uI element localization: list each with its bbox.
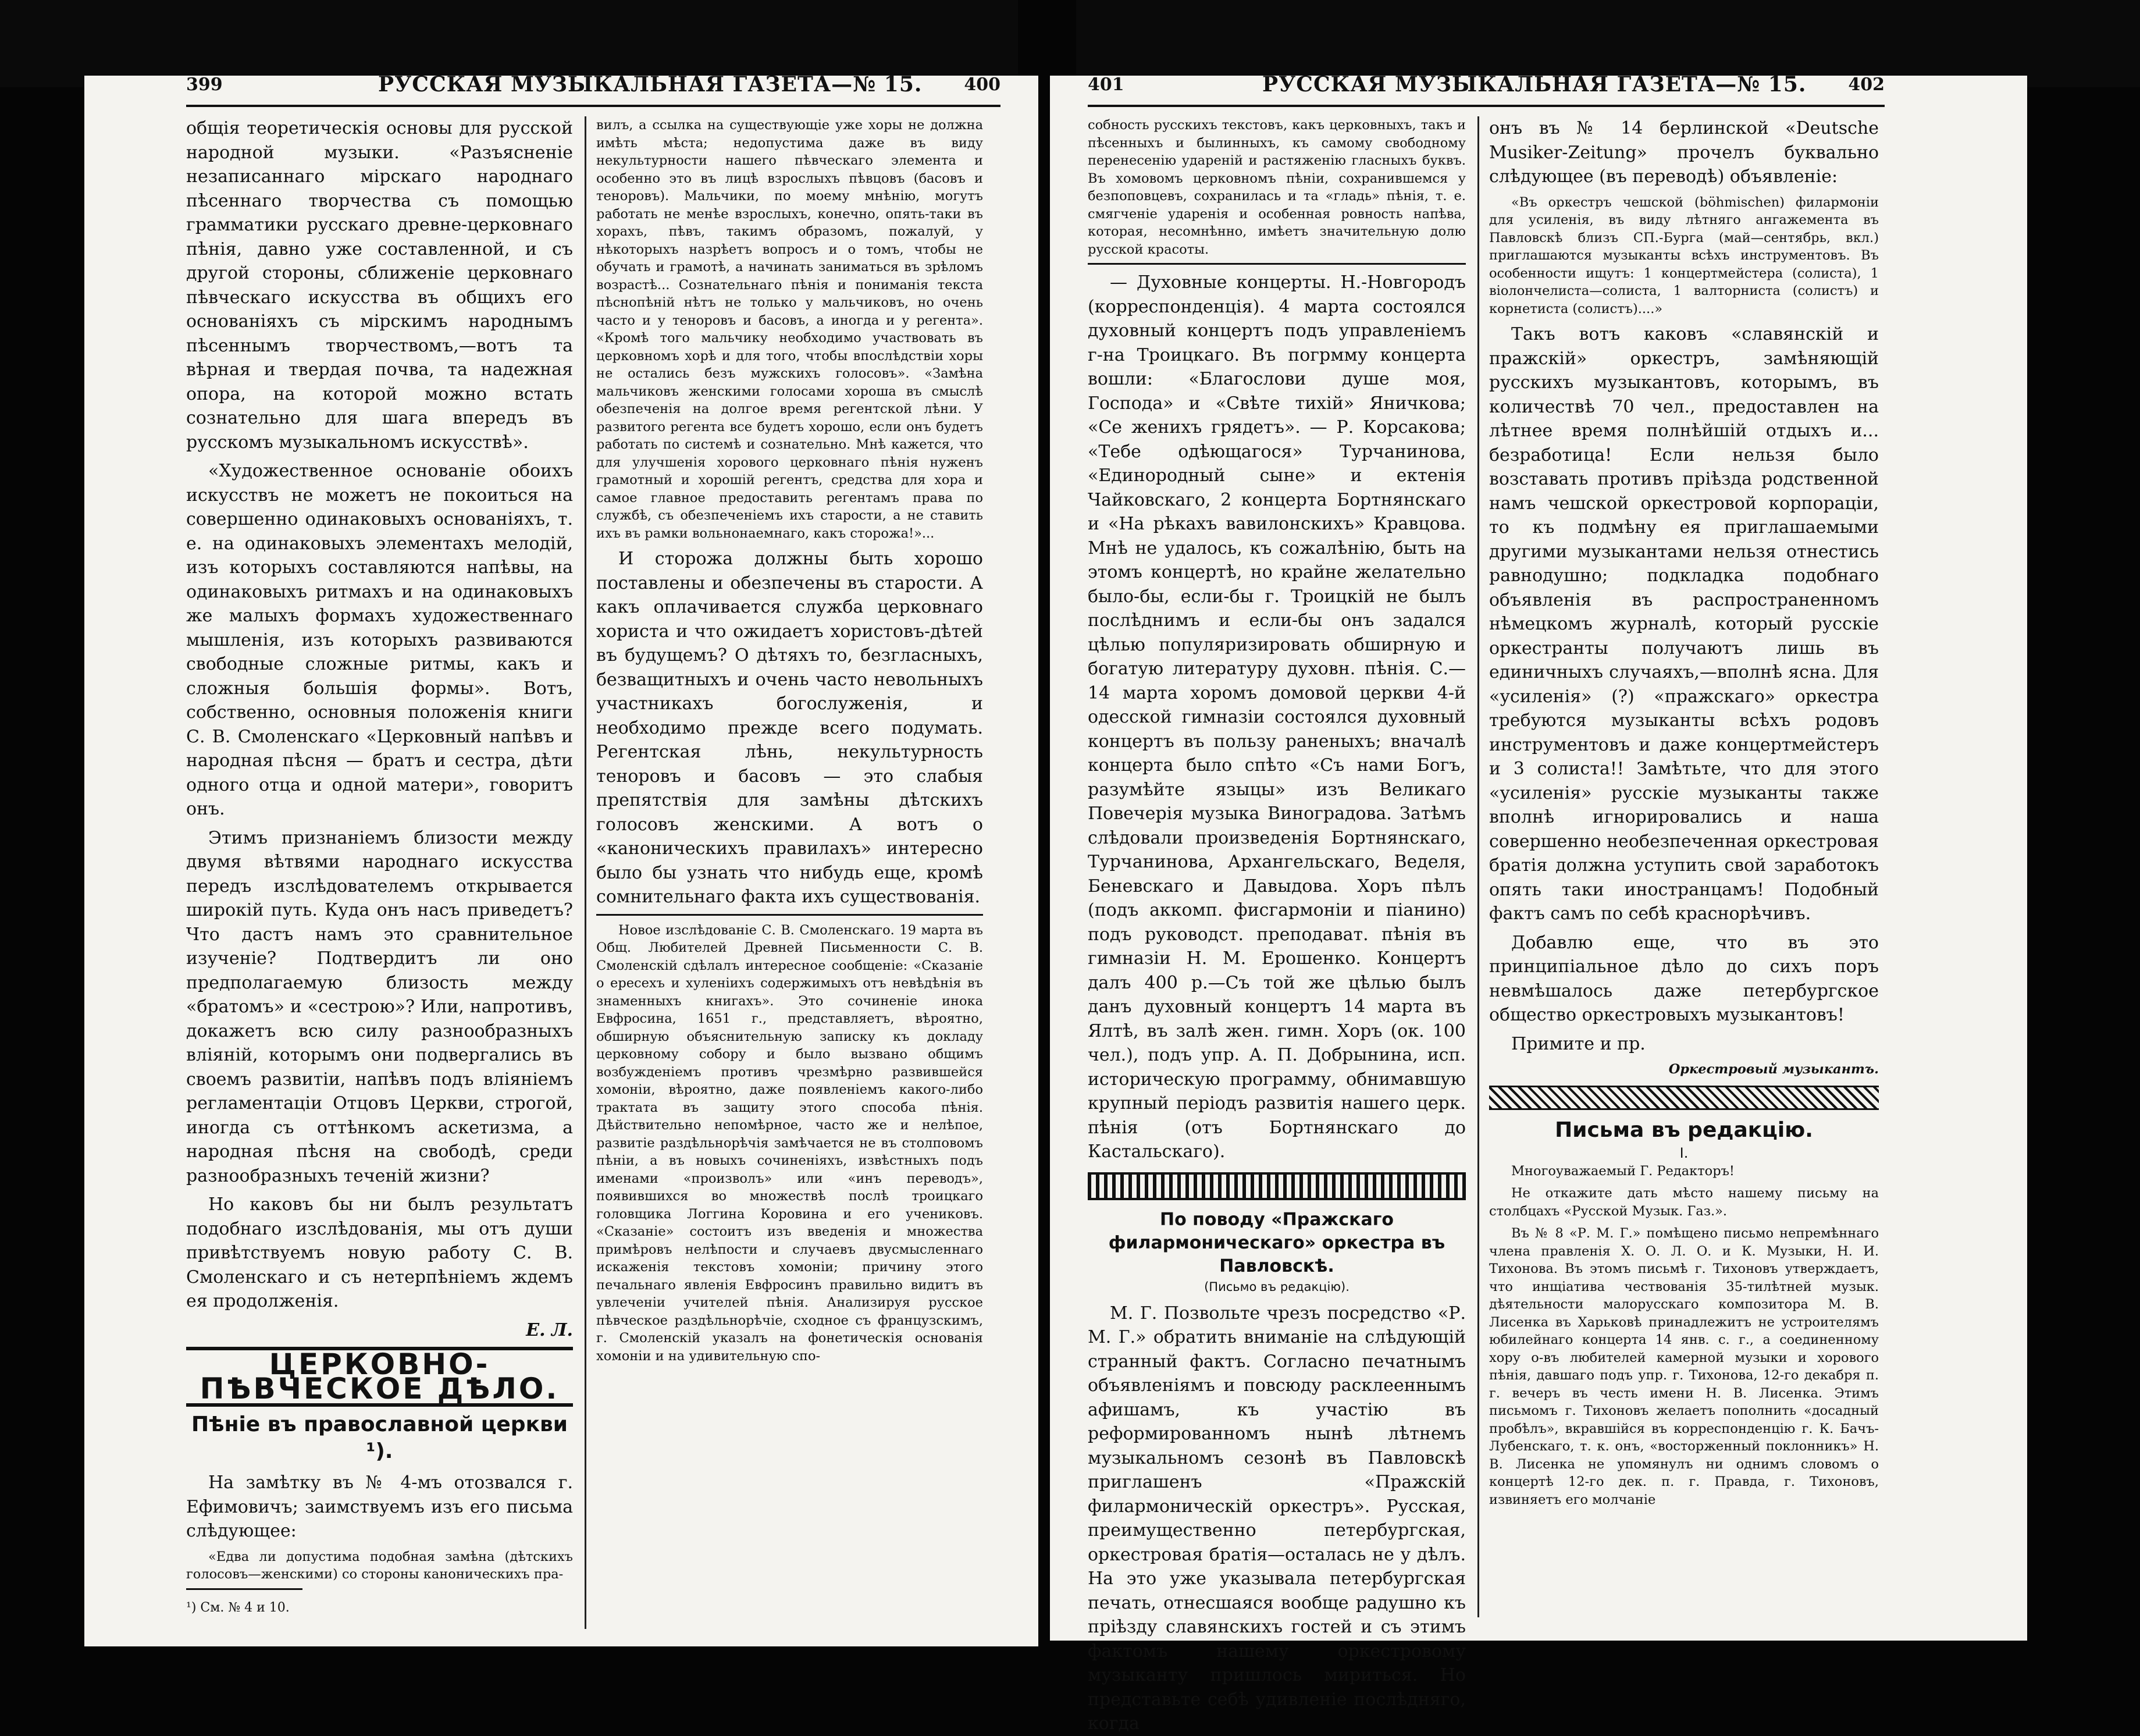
ornament-border xyxy=(1088,1172,1466,1200)
running-title: РУССКАЯ МУЗЫКАЛЬНАЯ ГАЗЕТА—№ 15. xyxy=(1262,72,1807,97)
left-page-header xyxy=(186,70,1000,107)
quote: «Едва ли допустима подобная замѣна (дѣтскихъ голосовъ—женскими) со стороны каноническихъ пра- xyxy=(186,1549,573,1582)
column-3 xyxy=(1088,116,1466,1734)
paragraph: Добавлю еще, что въ это принципіальное дѣло до сихъ поръ невмѣшалось даже петербургское общество оркестровыхъ музыкантовъ! xyxy=(1489,932,1879,1025)
signature: Е. Л. xyxy=(526,1319,573,1340)
paragraph: Не откажите дать мѣсто нашему письму на столбцахъ «Русской Музык. Газ.». xyxy=(1489,1186,1879,1219)
paragraph: И сторожа должны быть хорошо поставлены и обезпечены въ старости. А какъ оплачивается служба церковнаго хориста и что ожидаетъ хористовъ-дѣтей въ будущемъ? О дѣтяхъ то, безгласныхъ, безващитныхъ и очень часто невольныхъ участникахъ богослуженія, и необходимо прежде всего подумать. Регентская лѣнь, некультурность теноровъ и басовъ — это слабыя препятствія для замѣны дѣтскихъ голосовъ женскими. А вотъ о «каноническихъ правилахъ» интересно было бы узнать что нибудь еще, кромѣ сомнительнаго факта ихъ существованія. xyxy=(596,549,983,907)
quote: вилъ, а ссылка на существующіе уже хоры не должна имѣть мѣста; недопустима даже въ виду некультурности нашего пѣвческаго элемента и особенно это въ лицѣ взрослыхъ пѣвцовъ (басовъ и теноровъ). Мальчики, по моему мнѣнію, могутъ работать не менѣе взрослыхъ, конечно, опять-таки въ хорахъ, пѣвъ, такимъ образомъ, пожалуй, у нѣкоторыхъ назрѣетъ вопросъ и о томъ, чтобы не обучать и грамотѣ, а начинать заниматься въ зрѣломъ возрастѣ... Сознательнаго пѣнія и пониманія текста пѣснопѣній нѣтъ не только у мальчиковъ, но очень часто и у теноровъ и басовъ, а иногда и у регента». «Кромѣ того мальчику необходимо участвовать въ церковномъ хорѣ и для того, чтобы впослѣдствіи хоры не остались безъ мужскихъ голосовъ». «Замѣна мальчиковъ женскими голосами хороша въ смыслѣ обезпеченія на долгое время регентской лѣни. У развитого регента все будетъ хорошо, если онъ будетъ работать по системѣ и сознательно. Мнѣ кажется, что для улучшенія хорового церковнаго пѣнія нуженъ грамотный и хорошій регентъ, средства для хора и самое главное предоставить регентамъ права по службѣ, съ обезпеченіемъ ихъ старости, а не ставить ихъ въ рамки вольнонаемнаго, какъ сторожа!»... xyxy=(596,118,983,541)
paragraph: общія теоретическія основы для русской народной музыки. «Разъясненіе незаписаннаго мірскаго народнаго пѣсеннаго творчества съ помощью грамматики русскаго древне-церковнаго пѣнія, давно уже составленной, и съ другой стороны, сближеніе церковнаго пѣвческаго искусства въ общихъ его основаніяхъ съ мірскимъ народнымъ пѣсеннымъ творчествомъ,—вотъ та вѣрная и твердая почва, та надежная опора, на которой можно встать сознательно для шага впередъ въ русскомъ музыкальномъ искусствѣ». xyxy=(186,118,573,453)
paragraph: Но каковъ бы ни былъ результатъ подобнаго изслѣдованія, мы отъ души привѣтствуемъ новую работу С. В. Смоленскаго и съ нетерпѣніемъ ждемъ ея продолженія. xyxy=(186,1194,573,1311)
paragraph: Многоуважаемый Г. Редакторъ! xyxy=(1511,1163,1735,1179)
page-number: 400 xyxy=(964,74,1000,95)
page-number: 402 xyxy=(1848,74,1885,95)
column-rule xyxy=(585,116,586,1629)
divider xyxy=(596,914,983,916)
paragraph: На замѣтку въ № 4-мъ отозвался г. Ефимовичъ; заимствуемъ изъ его письма слѣдующее: xyxy=(186,1472,573,1541)
quote: «Въ оркестръ чешской (böhmischen) филармоніи для усиленія, въ виду лѣтняго ангажемента въ Павловскѣ близъ СП.-Бурга (май—сентябрь, вкл.) приглашаются музыканты всѣхъ инструментовъ. Въ особенности ищутъ: 1 концертмейстера (солиста), 1 віолончелиста—солиста, 1 валторниста (солистъ) и корнетиста (солистъ)....» xyxy=(1489,194,1879,316)
roman-numeral: I. xyxy=(1679,1144,1689,1161)
footnote: ¹) См. № 4 и 10. xyxy=(186,1600,290,1615)
section-banner: ЦЕРКОВНО-ПѢВЧЕСКОЕ ДѢЛО. xyxy=(186,1347,573,1407)
paragraph: Этимъ признаніемъ близости между двумя вѣтвями народнаго искусства передъ изслѣдователемъ открывается широкій путь. Куда онъ насъ приведетъ? Что дастъ намъ это сравнительное изученіе? Подтвердитъ ли оно предполагаемую близость между «братомъ» и «сестрою»? Или, напротивъ, докажетъ всю силу разнообразныхъ вліяній, которымъ они подвергались въ своемъ развитіи, напѣвъ подъ вліяніемъ регламентаціи Отцовъ Церкви, строгой, иногда съ оттѣнкомъ аскетизма, а народная пѣсня на свободѣ, среди разнообразныхъ теченій жизни? xyxy=(186,827,573,1186)
paragraph: собность русскихъ текстовъ, какъ церковныхъ, такъ и пѣсенныхъ и былинныхъ, къ самому свободному перенесенію удареній и растяженію гласныхъ буквъ. Въ хомовомъ церковномъ пѣніи, сохранившемся у безпоповцевъ, сохранилась и та «гладь» пѣнія, т. е. смягченіе ударенія и особенная ровность напѣва, которая, несомнѣнно, имѣетъ значительную долю русской красоты. xyxy=(1088,118,1466,257)
footnote-rule xyxy=(186,1588,302,1590)
column-1 xyxy=(186,116,573,1646)
article-subtitle: (Письмо въ редакцію). xyxy=(1204,1279,1349,1294)
page-number: 399 xyxy=(186,74,223,95)
paragraph: Примите и пр. xyxy=(1511,1033,1646,1054)
column-4 xyxy=(1489,116,1879,1641)
paragraph: — Духовные концерты. Н.-Новгородъ (корреспонденція). 4 марта состоялся духовный концертъ подъ управленіемъ г-на Троицкаго. Въ погрмму концерта вошли: «Благослови душе моя, Господа» и «Свѣте тихій» Яничкова; «Се женихъ грядетъ». — Р. Корсакова; «Тебе одѣющагося» Турчанинова, «Единородный сыне» и ектенія Чайковскаго, 2 концерта Бортнянскаго и «На рѣкахъ вавилонскихъ» Кравцова. Мнѣ не удалось, къ сожалѣнію, быть на этомъ концертѣ, но крайне желательно было-бы, если-бы г. Троицкій не былъ послѣднимъ и если-бы онъ задался цѣлью популяризировать обширную и богатую литературу духовн. пѣнія. С.—14 марта хоромъ домовой церкви 4-й одесской гимназіи состоялся духовный концертъ въ пользу раненыхъ; вначалѣ концерта было спѣто «Съ нами Богъ, разумѣйте языцы» изъ Великаго Повечерія музыка Виноградова. Затѣмъ слѣдовали произведенія Бортнянскаго, Турчанинова, Архангельскаго, Веделя, Беневскаго и Давыдова. Хоръ пѣлъ (подъ аккомп. фисгармоніи и піанино) подъ руководст. преподават. пѣнія въ гимназіи Н. М. Ерошенко. Концертъ далъ 400 р.—Съ той же цѣлью былъ данъ духовный концертъ 14 марта въ Ялтѣ, въ залѣ жен. гимн. Хоръ (ок. 100 чел.), подъ упр. А. П. Добрынина, исп. историческую программу, обнимавшую крупный періодъ развитія нашего церк. пѣнія (отъ Бортнянскаго до Кастальскаго). xyxy=(1088,272,1466,1162)
signature: Оркестровый музыкантъ. xyxy=(1668,1062,1879,1077)
page-number: 401 xyxy=(1088,74,1124,95)
column-2 xyxy=(596,116,983,1646)
divider xyxy=(1088,263,1466,265)
paragraph: «Художественное основаніе обоихъ искусствъ не можетъ не покоиться на совершенно одинаковыхъ основаніяхъ, т. е. на одинаковыхъ элементахъ мелодій, изъ которыхъ составляются напѣвы, на одинаковыхъ ритмахъ и на одинаковыхъ же малыхъ формахъ художественнаго мышленія, изъ которыхъ развиваются свободные сложные ритмы, какъ и сложныя большія формы». Вотъ, собственно, основныя положенія книги С. В. Смоленскаго «Церковный напѣвъ и народная пѣсня — братъ и сестра, дѣти одного отца и одной матери», говоритъ онъ. xyxy=(186,461,573,819)
article-title: По поводу «Пражскаго филармоническаго» оркестра въ Павловскѣ. xyxy=(1108,1209,1445,1276)
ornament-border xyxy=(1489,1086,1879,1110)
paragraph: Въ № 8 «Р. М. Г.» помѣщено письмо непремѣннаго члена правленія Х. О. Л. О. и К. Музыки, Н. И. Тихонова. Въ этомъ письмѣ г. Тихоновъ утверждаетъ, что инщіатива чествованія 35-тилѣтней музык. дѣятельности малорусскаго композитора М. В. Лисенка въ Харьковѣ принадлежитъ не устроителямъ юбилейнаго концерта 14 янв. с. г., а соединенному хору о-въ любителей камерной музыки и хорового пѣнія, давшаго подъ упр. г. Тихонова, 12-го декабря п. г. вечеръ въ честь имени Н. В. Лисенка. Этимъ письмомъ г. Тихоновъ желаетъ пополнить «досадный пробѣлъ», вкравшійся въ корреспонденцію г. К. Бачъ-Лубенскаго, т. к. онъ, «восторженный поклонникъ» Н. В. Лисенка не упомянулъ ни однимъ словомъ о концертѣ 12-го дек. п. г. Правда, г. Тихоновъ, извиняетъ его молчаніе xyxy=(1489,1226,1879,1507)
article-title: Пѣніе въ православной церкви ¹). xyxy=(191,1413,568,1463)
column-rule xyxy=(1477,116,1479,1617)
running-title: РУССКАЯ МУЗЫКАЛЬНАЯ ГАЗЕТА—№ 15. xyxy=(378,72,923,97)
right-page-header xyxy=(1088,70,1885,107)
section-title: Письма въ редакцію. xyxy=(1555,1118,1813,1142)
paragraph: онъ въ № 14 берлинской «Deutsche Musiker-Zeitung» прочелъ буквально слѣдующее (въ переводѣ) объявленіе: xyxy=(1489,118,1879,187)
news-item: Новое изслѣдованіе С. В. Смоленскаго. 19 марта въ Общ. Любителей Древней Письменности С. В. Смоленскій сдѣлалъ интересное сообщеніе: «Сказаніе о ересехъ и хуленіихъ содержимыхъ отъ невѣдѣнія въ знаменныхъ книгахъ». Это сочиненіе инока Евфросина, 1651 г., представляетъ, вѣроятно, обширную объяснительную записку къ докладу церковному собору и было вызвано общимъ возбужденіемъ противъ чрезмѣрно развившейся хомоніи, вѣроятно, даже появленіемъ какого-либо трактата въ защиту этого способа пѣнія. Дѣйствительно непомѣрное, часто же и нелѣпое, развитіе раздѣльнорѣчія замѣчается не въ столповомъ пѣніи, а въ новыхъ сочиненіяхъ, извѣстныхъ подъ именами «произволъ» или «инъ переводъ», появившихся во множествѣ послѣ троицкаго головщика Логгина Коровина и его учениковъ. «Сказаніе» состоитъ изъ введенія и множества примѣровъ нелѣпости и случаевъ двусмысленнаго искаженія текстовъ хомоніи; причину этого печальнаго явленія Евфросинъ правильно видитъ въ увлеченіи учителей пѣнія. Анализируя русское пѣвческое раздѣльнорѣчіе, сходное съ французскимъ, г. Смоленскій указалъ на фонетическія основанія хомоніи и на удивительную спо- xyxy=(596,922,983,1364)
paragraph: М. Г. Позвольте чрезъ посредство «Р. М. Г.» обратить вниманіе на слѣдующій странный фактъ. Согласно печатнымъ объявленіямъ и повсюду расклееннымъ афишамъ, къ участію въ реформированномъ нынѣ лѣтнемъ музыкальномъ сезонѣ въ Павловскѣ приглашенъ «Пражскій филармоническій оркестръ». Русская, преимущественно петербургская, оркестровая братія—осталась не у дѣлъ. На это уже указывала петербургская печать, отнесшаяся вообще радушно къ пріѣзду славянскихъ гостей и съ этимъ фактомъ нашему оркестровому музыканту пришлось мириться. Но представьте себѣ удивленіе послѣдняго, когда xyxy=(1088,1303,1466,1734)
paragraph: Такъ вотъ каковъ «славянскій и пражскій» оркестръ, замѣняющій русскихъ музыкантовъ, которымъ, въ количествѣ 70 чел., предоставлен на лѣтнее время полнѣйшій отдыхъ и... безработица! Если нельзя было возставать противъ пріѣзда родственной намъ чешской оркестровой корпораціи, то къ подмѣну ея приглашаемыми другими музыкантами нельзя отнестись равнодушно; подкладка подобнаго объявленія въ распространенномъ нѣмецкомъ журналѣ, который русскіе оркестранты получаютъ лишь въ единичныхъ случаяхъ,—вполнѣ ясна. Для «усиленія» (?) «пражскаго» оркестра требуются музыканты всѣхъ родовъ инструментовъ и даже концертмейстеръ и 3 солиста!! Замѣтьте, что для этого «усиленія» русскіе музыканты также вполнѣ игнорировались и наша совершенно необезпеченная оркестровая братія должна уступить свой заработокъ опять таки иностранцамъ! Подобный фактъ самъ по себѣ краснорѣчивъ. xyxy=(1489,324,1879,924)
